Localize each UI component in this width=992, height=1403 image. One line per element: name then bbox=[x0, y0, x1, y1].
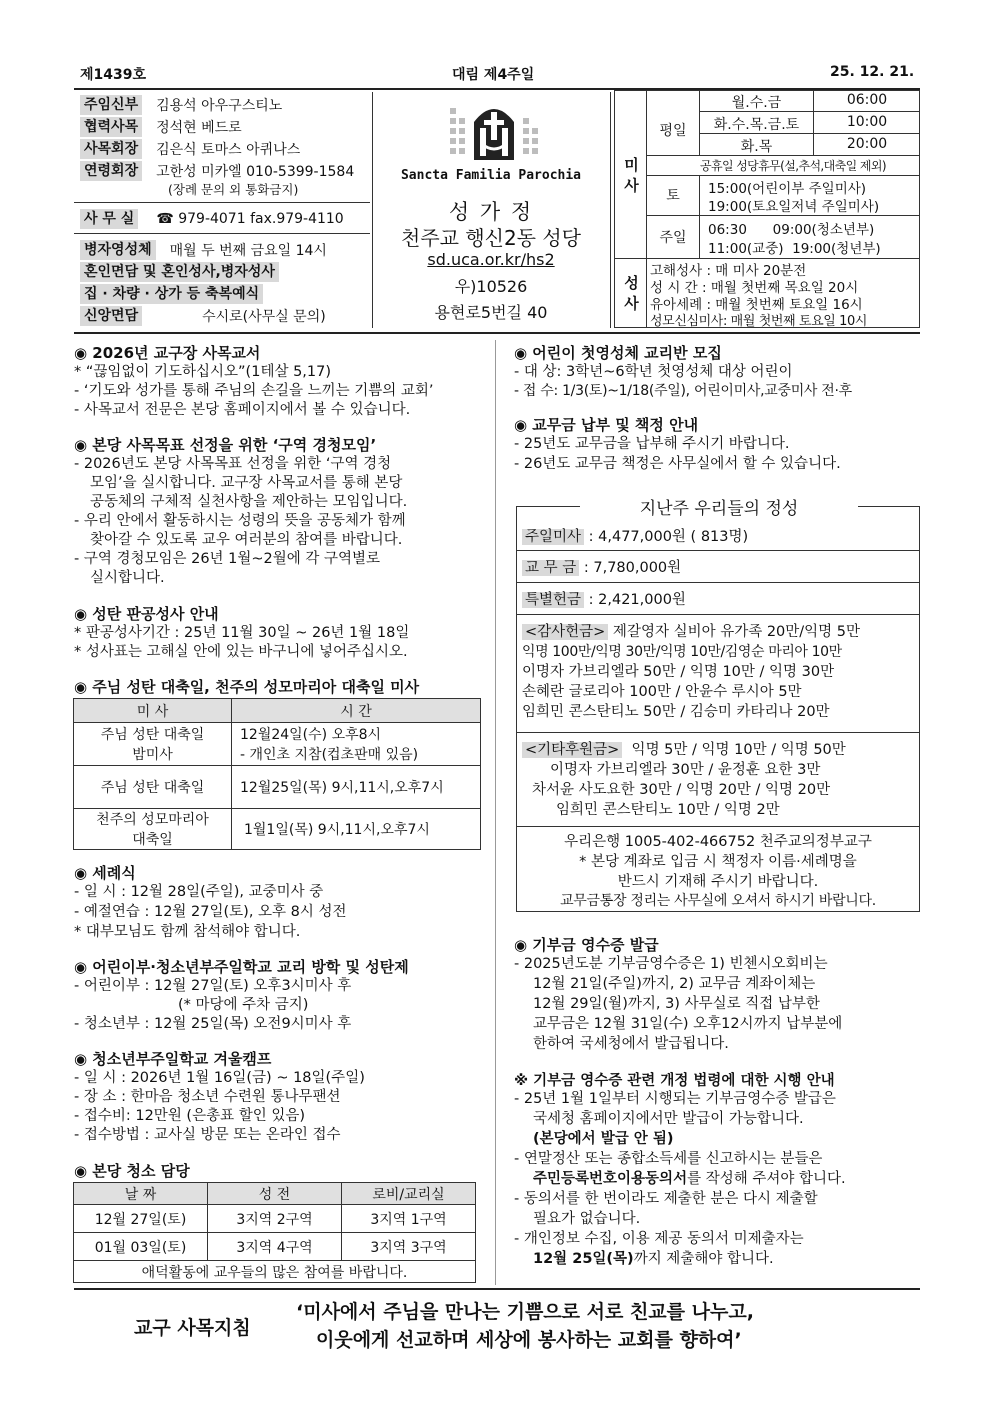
council-label: 사목회장 bbox=[80, 139, 142, 159]
table-cell bbox=[74, 809, 232, 850]
staff-divider bbox=[74, 202, 370, 203]
offering-sunday bbox=[522, 527, 748, 547]
sun-mass-2: 11:00(교중) 19:00(청년부) bbox=[708, 241, 881, 257]
mass-label: 미 사 bbox=[622, 157, 640, 193]
table-header: 로비/교리실 bbox=[342, 1183, 476, 1205]
assoc-label: 연령회장 bbox=[80, 161, 142, 181]
section-cleaning: ◉ 본당 청소 담당 bbox=[74, 1162, 190, 1180]
cell-text: 대축일 bbox=[132, 832, 173, 848]
text-line: - 청소년부 : 12월 25일(목) 오전9시미사 후 bbox=[74, 1016, 352, 1032]
issue-date: 25. 12. 21. bbox=[830, 64, 915, 80]
text-line: - 연말정산 또는 종합소득세를 신고하시는 분들은 bbox=[514, 1151, 823, 1167]
text-line: - 예절연습 : 12월 27일(토), 오후 8시 성전 bbox=[74, 904, 347, 920]
thanks-line: 이명자 가브리엘라 50만 / 익명 10만 / 익명 30만 bbox=[522, 664, 835, 680]
sacrament-2: 성 시 간 : 매월 첫번째 목요일 20시 bbox=[650, 280, 859, 296]
sun-mass-1: 06:30 09:00(청소년부) bbox=[708, 222, 875, 238]
text-line: 찾아갈 수 있도록 교우 여러분의 참여를 바랍니다. bbox=[90, 532, 403, 548]
section-winter-camp: ◉ 청소년부주일학교 겨울캠프 bbox=[74, 1050, 272, 1068]
pastor-label: 주임신부 bbox=[80, 95, 142, 115]
other-line: 차서윤 사도요한 30만 / 익명 20만 / 익명 20만 bbox=[532, 782, 831, 798]
text-line: * 성사표는 고해실 안에 있는 바구니에 넣어주십시오. bbox=[74, 644, 408, 660]
table-note: 애덕활동에 교우들의 많은 참여를 바랍니다. bbox=[74, 1261, 476, 1283]
sacrament-4: 성모신심미사: 매월 첫번째 토요일 10시 bbox=[650, 314, 868, 329]
marriage-label: 혼인면담 및 혼인성사,병자성사 bbox=[80, 262, 279, 282]
text-line: - 25년도 교무금을 납부해 주시기 바랍니다. bbox=[514, 436, 790, 452]
mass-time-1: 06:00 bbox=[846, 92, 888, 108]
issue-number: 제1439호 bbox=[80, 67, 147, 83]
mass-day-2: 화.수.목.금.토 bbox=[713, 117, 800, 133]
cell-text: 12월24일(수) 오후8시 bbox=[240, 727, 382, 743]
text-line: 국세청 홈페이지에서만 발급이 가능합니다. bbox=[533, 1111, 804, 1127]
text-line: - 접수비: 12만원 (은총표 할인 있음) bbox=[74, 1108, 306, 1124]
text-line: - 25년 1월 1일부터 시행되는 기부금영수증 발급은 bbox=[514, 1091, 836, 1107]
text-line: - 구역 경청모임은 26년 1월~2월에 각 구역별로 bbox=[74, 551, 381, 567]
thanks-line: 손혜란 글로리아 100만 / 안윤수 루시아 5만 bbox=[522, 684, 802, 700]
parish-url[interactable]: sd.uca.or.kr/hs2 bbox=[427, 250, 555, 269]
sacrament-1: 고해성사 : 매 미사 20분전 bbox=[650, 263, 807, 279]
weekday-label: 평일 bbox=[659, 123, 687, 139]
text-line: - 2026년도 본당 사목목표 선정을 위한 ‘구역 경청 bbox=[74, 456, 392, 472]
text: 를 작성해 주셔야 합니다. bbox=[687, 1171, 846, 1187]
cell-text: - 개인초 지참(컵초판매 있음) bbox=[240, 747, 419, 763]
section-law-change: ※ 기부금 영수증 관련 개정 법령에 대한 시행 안내 bbox=[514, 1073, 835, 1089]
other-label: <기타후원금> bbox=[522, 742, 622, 758]
thanks-line-1 bbox=[522, 622, 860, 642]
table-cell: 12월25일(목) 9시,11시,오후7시 bbox=[232, 766, 481, 809]
other-line: 이명자 가브리엘라 30만 / 윤정훈 요한 3만 bbox=[550, 762, 821, 778]
sacrament-3: 유아세례 : 매월 첫번째 토요일 16시 bbox=[650, 297, 863, 313]
blessing-label: 집 · 차량 · 상가 등 축복예식 bbox=[80, 284, 263, 304]
other-line: 임희민 콘스탄티노 10만 / 익명 2만 bbox=[556, 802, 780, 818]
text: 까지 제출해야 합니다. bbox=[633, 1251, 774, 1267]
text-line: * 판공성사기간 : 25년 11월 30일 ~ 26년 1월 18일 bbox=[74, 625, 410, 641]
text-line: * “끊임없이 기도하십시오”(1테살 5,17) bbox=[74, 364, 332, 380]
text-line: * 대부모님도 함께 참석해야 합니다. bbox=[74, 924, 301, 940]
text-line: 공동체의 구체적 실천사항을 제안하는 모임입니다. bbox=[90, 494, 408, 510]
header-vline-2 bbox=[610, 92, 611, 328]
table-cell: 3지역 1구역 bbox=[342, 1205, 476, 1233]
table-cell: 3지역 3구역 bbox=[342, 1233, 476, 1261]
text-line: - 개인정보 수집, 이용 제공 동의서 미제출자는 bbox=[514, 1231, 804, 1247]
text-line: - 접수방법 : 교사실 방문 또는 온라인 접수 bbox=[74, 1127, 341, 1143]
section-listening: ◉ 본당 사목목표 선정을 위한 ‘구역 경청모임’ bbox=[74, 436, 377, 454]
offering-tithe bbox=[522, 558, 681, 578]
section-confession: ◉ 성탄 판공성사 안내 bbox=[74, 605, 219, 623]
bold-text: 12월 25일(목) bbox=[533, 1251, 634, 1267]
liturgical-week: 대림 제4주일 bbox=[452, 67, 535, 83]
offering-value: : 2,421,000원 bbox=[584, 592, 686, 608]
bold-text: 주민등록번호이용동의서 bbox=[533, 1171, 688, 1187]
christmas-mass-table bbox=[73, 698, 481, 850]
thanks-line: 임희민 콘스탄티노 50만 / 김승미 카타리나 20만 bbox=[522, 704, 830, 720]
text-line: - 사목교서 전문은 본당 홈페이지에서 볼 수 있습니다. bbox=[74, 402, 411, 418]
sat-mass-1: 15:00(어린이부 주일미사) bbox=[708, 181, 867, 197]
table-header: 시 간 bbox=[232, 699, 481, 723]
footer-line-1: ‘미사에서 주님을 만나는 기쁨으로 서로 친교를 나누고, bbox=[296, 1301, 754, 1323]
bank-line: * 본당 계좌로 입금 시 책정자 이름·세례명을 bbox=[579, 854, 857, 870]
table-cell: 01월 03일(토) bbox=[74, 1233, 208, 1261]
assoc-note: (장례 문의 외 통화금지) bbox=[168, 182, 299, 197]
other-line-1 bbox=[522, 740, 846, 760]
cell-text: 천주의 성모마리아 bbox=[96, 812, 209, 828]
parish-latin: Sancta Familia Parochia bbox=[400, 168, 581, 183]
bank-line: 반드시 기재해 주시기 바랍니다. bbox=[617, 874, 819, 890]
text-line: - 우리 안에서 활동하시는 성령의 뜻을 공동체가 함께 bbox=[74, 513, 406, 529]
other-text: 익명 5만 / 익명 10만 / 익명 50만 bbox=[622, 742, 846, 758]
section-baptism: ◉ 세례식 bbox=[74, 864, 136, 882]
text-line: - 일 시 : 12월 28일(주일), 교중미사 중 bbox=[74, 884, 324, 900]
section-receipt: ◉ 기부금 영수증 발급 bbox=[514, 936, 659, 954]
text-line: - 대 상: 3학년~6학년 첫영성체 대상 어린이 bbox=[514, 364, 793, 380]
cell-text: 주님 성탄 대축일 bbox=[100, 727, 205, 743]
parish-church: 천주교 행신2동 성당 bbox=[401, 226, 581, 250]
sun-label: 주일 bbox=[659, 230, 687, 246]
thanks-label: <감사헌금> bbox=[522, 624, 608, 640]
table-cell: 3지역 2구역 bbox=[208, 1205, 342, 1233]
faith-label: 신앙면담 bbox=[80, 306, 142, 326]
mass-day-1: 월.수.금 bbox=[731, 95, 782, 111]
text-line: 모임’을 실시합니다. 교구장 사목교서를 통해 본당 bbox=[90, 475, 403, 491]
thanks-line: 익명 100만/익명 30만/익명 10만/김영순 마리아 10만 bbox=[522, 644, 842, 660]
offering-value: : 7,780,000원 bbox=[579, 560, 682, 576]
offering-value: : 4,477,000원 ( 813명) bbox=[584, 529, 749, 545]
text-line: 한하여 국세청에서 발급됩니다. bbox=[533, 1036, 729, 1052]
text-line: 교무금은 12월 31일(수) 오후12시까지 납부분에 bbox=[533, 1016, 843, 1032]
office-phone: ☎ 979-4071 fax.979-4110 bbox=[156, 211, 344, 227]
text-line: - ‘기도와 성가를 통해 주님의 손길을 느끼는 기쁨의 교회’ bbox=[74, 383, 434, 399]
column-divider bbox=[495, 340, 496, 1285]
sick-text: 매월 두 번째 금요일 14시 bbox=[169, 243, 327, 259]
section-christmas-mass: ◉ 주님 성탄 대축일, 천주의 성모마리아 대축일 미사 bbox=[74, 678, 420, 696]
parish-logo bbox=[446, 98, 542, 164]
offering-title: 지난주 우리들의 정성 bbox=[580, 494, 858, 519]
footer-rule bbox=[74, 1288, 920, 1290]
text-line: - 일 시 : 2026년 1월 16일(금) ~ 18일(주일) bbox=[74, 1070, 365, 1086]
parish-address: 용현로5번길 40 bbox=[434, 303, 548, 322]
staff-divider-2 bbox=[74, 233, 370, 234]
assoc-name: 고한성 미카엘 010-5399-1584 bbox=[156, 164, 355, 180]
footer-line-2: 이웃에게 선교하며 세상에 봉사하는 교회를 향하여’ bbox=[316, 1329, 742, 1351]
text-line bbox=[533, 1169, 846, 1189]
bank-line: 교무금통장 정리는 사무실에 오셔서 하시기 바랍니다. bbox=[560, 893, 876, 909]
table-header: 성 전 bbox=[208, 1183, 342, 1205]
sick-label: 병자영성체 bbox=[80, 240, 156, 260]
text-line: - 2025년도분 기부금영수증은 1) 빈첸시오회비는 bbox=[514, 956, 828, 972]
sat-label: 토 bbox=[666, 188, 680, 204]
parish-name: 성 가 정 bbox=[448, 200, 534, 224]
offering-label: 특별헌금 bbox=[522, 592, 584, 608]
table-cell: 3지역 4구역 bbox=[208, 1233, 342, 1261]
table-cell bbox=[232, 723, 481, 766]
text-line: - 어린이부 : 12월 27일(토) 오후3시미사 후 bbox=[74, 978, 352, 994]
section-first-communion: ◉ 어린이 첫영성체 교리반 모집 bbox=[514, 344, 722, 362]
bank-line: 우리은행 1005-402-466752 천주교의정부교구 bbox=[564, 834, 872, 850]
footer-label: 교구 사목지침 bbox=[134, 1317, 251, 1339]
mass-time-2: 10:00 bbox=[846, 114, 888, 130]
parish-zip: 우)10526 bbox=[454, 277, 528, 296]
mass-day-3: 화.목 bbox=[740, 139, 773, 155]
cell-text: 밤미사 bbox=[132, 747, 173, 763]
text-line: (본당에서 발급 안 됨) bbox=[533, 1131, 674, 1147]
text-line: 12월 21일(주일)까지, 2) 교무금 계좌이체는 bbox=[533, 976, 816, 992]
text-line: - 장 소 : 한마음 청소년 수련원 통나무팬션 bbox=[74, 1089, 341, 1105]
faith-text: 수시로(사무실 문의) bbox=[202, 309, 326, 325]
mass-time-3: 20:00 bbox=[846, 136, 888, 152]
text-line: - 26년도 교무금 책정은 사무실에서 할 수 있습니다. bbox=[514, 456, 841, 472]
text-line bbox=[533, 1249, 774, 1269]
pastor-name: 김용석 아우구스티노 bbox=[156, 98, 283, 114]
text-line: - 접 수: 1/3(토)~1/18(주일), 어린이미사,교중미사 전·후 bbox=[514, 383, 852, 399]
sacrament-label: 성 사 bbox=[622, 275, 640, 311]
assistant-name: 정석현 베드로 bbox=[156, 120, 242, 136]
council-name: 김은식 토마스 아퀴나스 bbox=[156, 142, 301, 158]
section-tithe: ◉ 교무금 납부 및 책정 안내 bbox=[514, 416, 699, 434]
table-header: 날 짜 bbox=[74, 1183, 208, 1205]
offering-label: 교 무 금 bbox=[522, 560, 579, 576]
table-header: 미 사 bbox=[74, 699, 232, 723]
text-line: 실시합니다. bbox=[90, 570, 165, 586]
table-cell: 12월 27일(토) bbox=[74, 1205, 208, 1233]
thanks-text: 제갈영자 실비아 유가족 20만/익명 5만 bbox=[608, 624, 861, 640]
text-line: 12월 29일(월)까지, 3) 사무실로 직접 납부한 bbox=[533, 996, 820, 1012]
text-line: 필요가 없습니다. bbox=[533, 1211, 641, 1227]
table-cell: 주님 성탄 대축일 bbox=[74, 766, 232, 809]
table-cell: 1월1일(목) 9시,11시,오후7시 bbox=[232, 809, 481, 850]
office-label: 사 무 실 bbox=[80, 209, 138, 229]
text-line: (* 마당에 주차 금지) bbox=[178, 997, 309, 1013]
offering-special bbox=[522, 590, 686, 610]
table-cell bbox=[74, 723, 232, 766]
section-sunday-school: ◉ 어린이부·청소년부주일학교 교리 방학 및 성탄제 bbox=[74, 958, 409, 976]
text-line: - 동의서를 한 번이라도 제출한 분은 다시 제출할 bbox=[514, 1191, 818, 1207]
cleaning-table bbox=[73, 1182, 476, 1283]
header-bottom-rule bbox=[74, 332, 920, 334]
offering-label: 주일미사 bbox=[522, 529, 584, 545]
assistant-label: 협력사목 bbox=[80, 117, 142, 137]
section-pastoral-letter: ◉ 2026년 교구장 사목교서 bbox=[74, 344, 261, 362]
sat-mass-2: 19:00(토요일저녁 주일미사) bbox=[708, 199, 880, 215]
holiday-note: 공휴일 성당휴무(설,추석,대축일 제외) bbox=[700, 159, 886, 173]
